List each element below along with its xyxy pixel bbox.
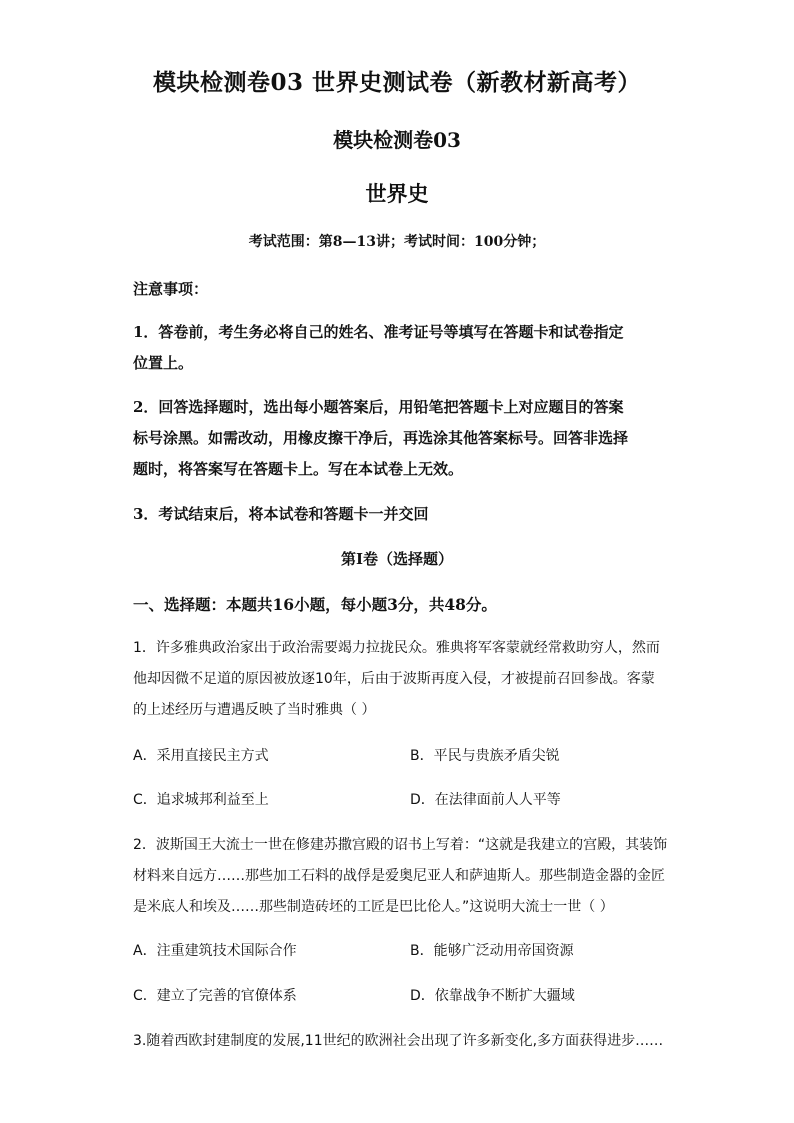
- question-1-line: 他却因微不足道的原因被放逐10年，后由于波斯再度入侵，才被提前召回参战。客蒙: [133, 671, 655, 687]
- notice-line: 3．考试结束后，将本试卷和答题卡一并交回: [133, 505, 429, 523]
- sub-title: 模块检测卷03: [333, 128, 461, 152]
- part-title: 第Ⅰ卷（选择题）: [340, 550, 454, 568]
- question-2-line: 2．波斯国王大流士一世在修建苏撒宫殿的诏书上写着：“这就是我建立的宫殿，其装饰: [133, 837, 668, 853]
- main-title: 模块检测卷03 世界史测试卷（新教材新高考）: [152, 69, 641, 96]
- question-2-line: 材料来自远方……那些加工石料的战俘是爱奥尼亚人和萨迪斯人。那些制造金器的金匠: [133, 868, 665, 884]
- exam-info: 考试范围：第8—13讲；考试时间：100分钟；: [248, 234, 546, 250]
- question-1-line: 1．许多雅典政治家出于政治需要竭力拉拢民众。雅典将军客蒙就经常救助穷人，然而: [133, 640, 660, 656]
- question-1-option-a: A．采用直接民主方式: [133, 748, 269, 764]
- notice-heading: 注意事项：: [133, 280, 209, 298]
- question-1-option-b: B．平民与贵族矛盾尖锐: [410, 748, 560, 764]
- notice-line: 标号涂黑。如需改动，用橡皮擦干净后，再选涂其他答案标号。回答非选择: [133, 429, 629, 447]
- question-3-line: 3.随着西欧封建制度的发展,11世纪的欧洲社会出现了许多新变化,多方面获得进步……: [133, 1033, 664, 1049]
- question-2-option-b: B．能够广泛动用帝国资源: [410, 943, 574, 959]
- question-2-option-a: A．注重建筑技术国际合作: [133, 943, 297, 959]
- section-heading: 一、选择题：本题共16小题，每小题3分，共48分。: [133, 595, 497, 614]
- question-2-option-c: C．建立了完善的官僚体系: [133, 988, 297, 1004]
- notice-line: 1．答卷前，考生务必将自己的姓名、准考证号等填写在答题卡和试卷指定: [133, 323, 624, 341]
- notice-line: 位置上。: [133, 354, 194, 372]
- question-1-option-c: C．追求城邦利益至上: [133, 792, 269, 808]
- question-1-line: 的上述经历与遭遇反映了当时雅典（ ）: [133, 702, 376, 718]
- notice-line: 题时，将答案写在答题卡上。写在本试卷上无效。: [133, 460, 464, 478]
- notice-line: 2．回答选择题时，选出每小题答案后，用铅笔把答题卡上对应题目的答案: [133, 398, 624, 416]
- question-2-line: 是米底人和埃及……那些制造砖坯的工匠是巴比伦人。”这说明大流士一世（ ）: [133, 899, 614, 915]
- question-1-option-d: D．在法律面前人人平等: [410, 792, 561, 808]
- subject-title: 世界史: [365, 181, 429, 206]
- question-2-option-d: D．依靠战争不断扩大疆域: [410, 988, 575, 1004]
